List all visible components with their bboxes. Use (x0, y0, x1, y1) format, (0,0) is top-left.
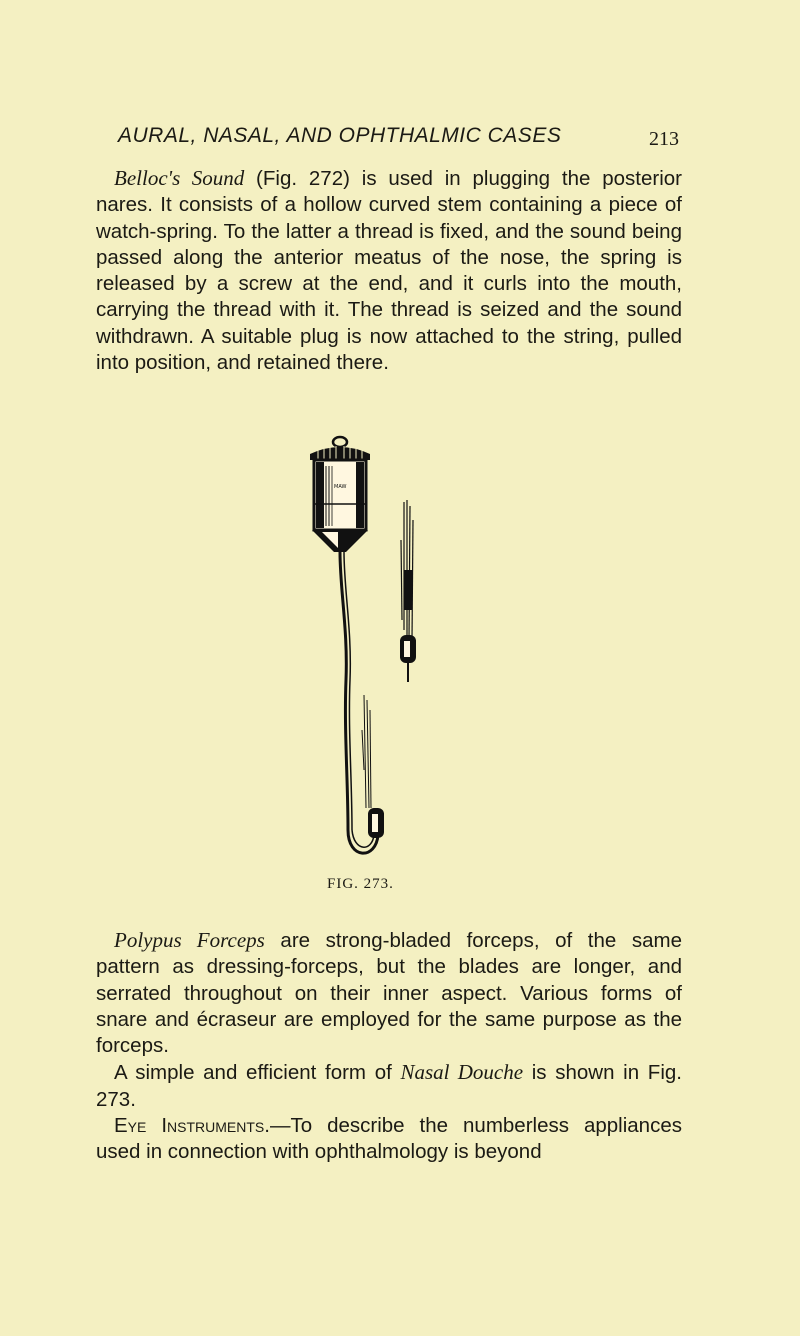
section-heading: Eye Instruments. (114, 1114, 270, 1138)
paragraph-nasal-douche (96, 1059, 682, 1113)
term-nasal-douche: Nasal Douche (400, 1060, 524, 1085)
paragraph-bellocs-sound (96, 165, 682, 376)
figure-caption: FIG. 273. (327, 876, 394, 892)
nasal-douche-illustration (296, 430, 436, 870)
paragraph-text: A simple and efficient form of (114, 1061, 401, 1085)
paragraph-text: are strong-bladed forceps, of the same pattern as dressing-forceps, but the blades are longer, and serrated throughout on their inner aspect. Various forms of snare and écraseur are employed for the same purpose as the forceps. (96, 929, 682, 1058)
paragraph-text: —To describe the numberless appliances used in connection with ophthalmology is beyond (96, 1114, 682, 1164)
term-bellocs-sound: Belloc's Sound (114, 166, 245, 190)
term-polypus-forceps: Polypus Forceps (114, 928, 265, 952)
paragraph-polypus-forceps (96, 927, 682, 1166)
paragraph-text: is shown in Fig. 273. (96, 1061, 682, 1111)
running-head: AURAL, NASAL, AND OPHTHALMIC CASES (118, 124, 562, 147)
page-number: 213 (649, 128, 679, 150)
paragraph-eye-instruments (96, 1113, 682, 1166)
paragraph-text: (Fig. 272) is used in plugging the posterior nares. It consists of a hollow curved stem containing a piece of watch-spring. To the latter a thread is fixed, and the sound being passed along the anterior meatus of the nose, the spring is released by a screw at the end, and it curls into the mouth, carrying the thread with it. The thread is seized and the sound withdrawn. A suitable plug is now attached to the string, pulled into position, and retained there. (96, 167, 682, 375)
maker-stamp: MAW (334, 484, 347, 490)
